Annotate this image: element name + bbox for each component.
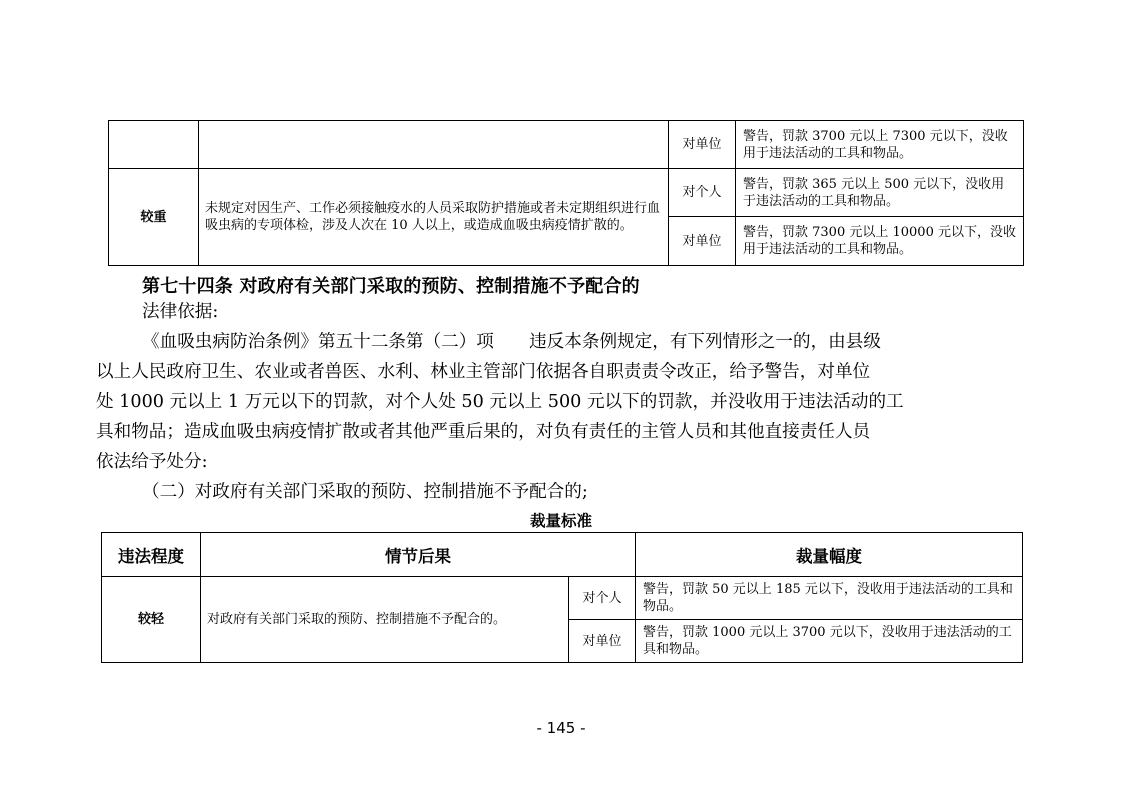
penalty-text: 警告，罚款 3700 元以上 7300 元以下，没收用于违法活动的工具和物品。 [736,121,1024,169]
legal-basis-label: 法律依据: [142,302,219,322]
header-degree: 违法程度 [102,533,201,577]
penalty-text: 警告，罚款 7300 元以上 10000 元以下，没收用于违法活动的工具和物品。 [736,217,1024,266]
plot-text: 未规定对因生产、工作必须接触疫水的人员采取防护措施或者未定期组织进行血吸虫病的专项体检，涉及人次在 10 人以上，或造成血吸虫病疫情扩散的。 [199,169,669,266]
legal-basis-line: 具和物品；造成血吸虫病疫情扩散或者其他严重后果的，对负有责任的主管人员和其他直接责任人员 [96,422,871,442]
discretion-standard-table [101,532,1023,663]
party-label: 对单位 [669,217,736,266]
standard-title: 裁量标准 [529,512,592,530]
legal-item: （二）对政府有关部门采取的预防、控制措施不予配合的; [142,482,588,502]
legal-basis-line: 依法给予处分: [96,452,208,472]
legal-basis-line: 以上人民政府卫生、农业或者兽医、水利、林业主管部门依据各自职责责令改正，给予警告，对单位 [96,362,871,382]
penalty-text: 警告，罚款 365 元以上 500 元以下，没收用于违法活动的工具和物品。 [736,169,1024,217]
header-plot: 情节后果 [201,533,636,577]
plot-cell-empty [199,121,669,169]
table-header-row [102,533,1023,577]
party-label: 对个人 [669,169,736,217]
party-label: 对单位 [669,121,736,169]
table-row [102,577,1023,620]
discretion-table-continued [108,120,1024,266]
table-row [109,121,1024,169]
legal-basis-line: 《血吸虫病防治条例》第五十二条第（二）项 违反本条例规定，有下列情形之一的，由县级 [142,332,881,352]
penalty-text: 警告，罚款 1000 元以上 3700 元以下，没收用于违法活动的工具和物品。 [636,620,1023,663]
plot-text: 对政府有关部门采取的预防、控制措施不予配合的。 [201,577,569,663]
header-range: 裁量幅度 [636,533,1023,577]
degree-label: 较轻 [102,577,201,663]
party-label: 对单位 [569,620,636,663]
page-number: - 145 - [536,719,586,737]
legal-basis-line: 处 1000 元以上 1 万元以下的罚款，对个人处 50 元以上 500 元以下的罚款，并没收用于违法活动的工 [96,392,904,412]
penalty-text: 警告，罚款 50 元以上 185 元以下，没收用于违法活动的工具和物品。 [636,577,1023,620]
party-label: 对个人 [569,577,636,620]
degree-label: 较重 [109,169,199,266]
degree-cell-empty [109,121,199,169]
table-row [109,169,1024,217]
article-title: 第七十四条 对政府有关部门采取的预防、控制措施不予配合的 [142,276,640,297]
